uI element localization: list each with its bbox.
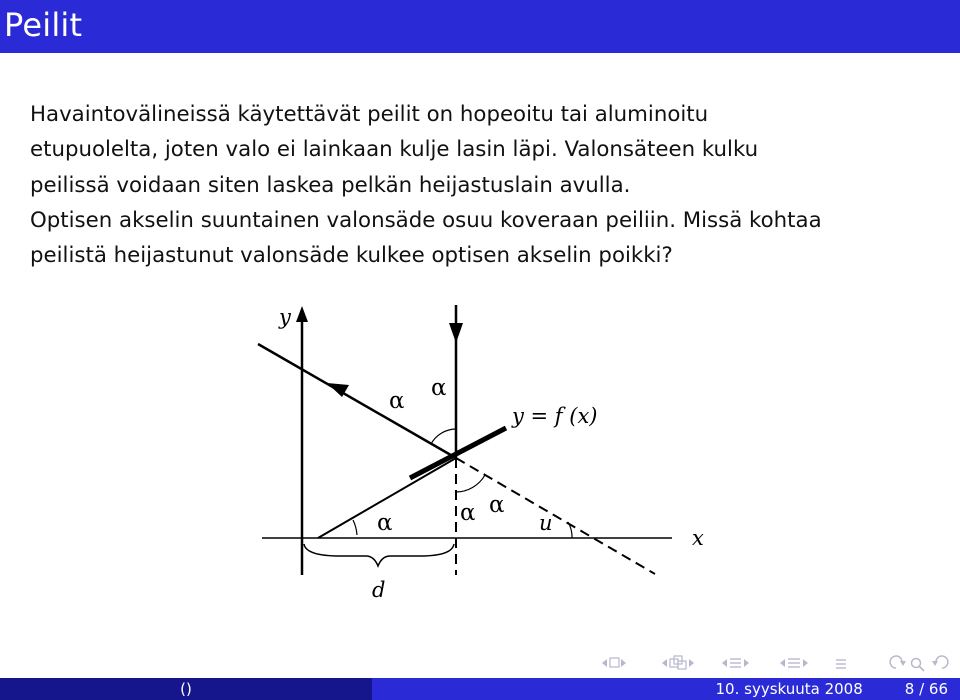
alpha-label: α — [460, 500, 476, 526]
nav-prev-frame-icon[interactable] — [602, 658, 626, 667]
y-axis-arrowhead — [296, 306, 308, 322]
nav-section-icon[interactable] — [722, 659, 749, 667]
paragraph-line: Optisen akselin suuntainen valonsäde osuu koveraan peiliin. Missä kohtaa — [30, 207, 822, 233]
nav-search-icon[interactable] — [890, 656, 948, 671]
footer-date: 10. syyskuuta 2008 — [715, 680, 863, 698]
beamer-navigation-symbols — [590, 652, 960, 674]
u-label: u — [539, 511, 553, 535]
angle-arc — [456, 475, 485, 492]
curve-label: y = f (x) — [512, 404, 598, 428]
incoming-ray-arrowhead — [449, 323, 463, 343]
nav-prev-subsection-icon[interactable] — [662, 656, 694, 669]
paragraph-line: peilissä voidaan siten laskea pelkän heijastuslain avulla. — [30, 172, 631, 198]
y-axis-label: y — [279, 305, 291, 329]
alpha-label: α — [489, 492, 505, 518]
nav-subsection-icon[interactable] — [780, 659, 808, 667]
alpha-label: α — [377, 510, 393, 536]
distance-brace — [304, 544, 454, 566]
x-axis-label: x — [692, 526, 704, 550]
footer-info — [372, 678, 960, 700]
reflected-ray — [258, 344, 456, 458]
paragraph-line: Havaintovälineissä käytettävät peilit on hopeoitu tai aluminoitu — [30, 102, 709, 127]
footer-author-text: () — [180, 680, 192, 698]
slide-title: Peilit — [4, 6, 83, 44]
angle-arc — [431, 429, 456, 444]
footer-page-number: 8 / 66 — [904, 680, 948, 698]
footer-bar — [0, 678, 960, 700]
tangent-dashed-extension — [456, 458, 655, 574]
mirror-segment — [410, 428, 506, 478]
paragraph-line: peilistä heijastunut valonsäde kulkee optisen akselin poikki? — [30, 243, 673, 269]
alpha-label: α — [389, 388, 405, 414]
angle-arc — [353, 520, 357, 535]
nav-appendix-icon[interactable] — [836, 660, 846, 668]
alpha-label: α — [431, 375, 447, 401]
footer-author — [0, 678, 372, 700]
paragraph-line: etupuolelta, joten valo ei lainkaan kulje lasin läpi. Valonsäteen kulku — [30, 137, 759, 163]
d-label: d — [372, 578, 386, 602]
